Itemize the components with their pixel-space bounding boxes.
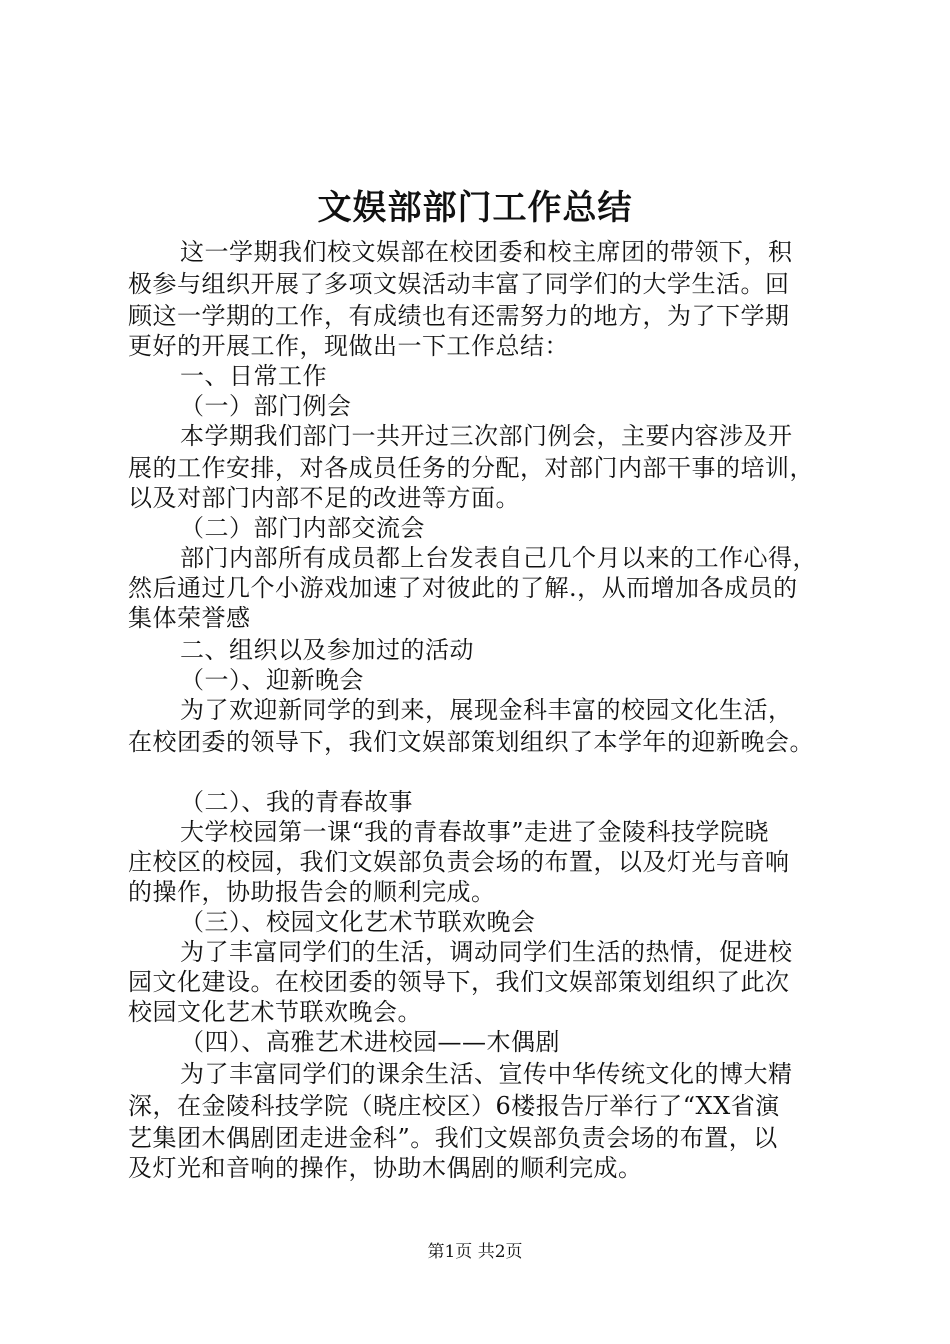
paragraph-line: 大学校园第一课“我的青春故事”走进了金陵科技学院晓 [180,818,770,846]
paragraph-line: 庄校区的校园，我们文娱部负责会场的布置，以及灯光与音响 [128,848,790,876]
paragraph-line: 集体荣誉感 [128,604,251,632]
subsection-heading: （二）部门内部交流会 [180,514,425,542]
paragraph-line: 部门内部所有成员都上台发表自己几个月以来的工作心得， [180,544,817,572]
subsection-heading: （一）、迎新晚会 [180,666,364,694]
subsection-heading: （一）部门例会 [180,392,352,420]
paragraph-line: 为了欢迎新同学的到来，展现金科丰富的校园文化生活， [180,696,793,724]
paragraph-line: 顾这一学期的工作，有成绩也有还需努力的地方，为了下学期 [128,302,790,330]
subsection-heading: （二）、我的青春故事 [180,788,413,816]
section-heading: 一、日常工作 [180,362,327,390]
subsection-heading: （三）、校园文化艺术节联欢晚会 [180,908,536,936]
paragraph-line: 为了丰富同学们的生活，调动同学们生活的热情，促进校 [180,938,793,966]
paragraph-line: 园文化建设。在校团委的领导下，我们文娱部策划组织了此次 [128,968,790,996]
section-heading: 二、组织以及参加过的活动 [180,636,474,664]
paragraph-line: 本学期我们部门一共开过三次部门例会，主要内容涉及开 [180,422,793,450]
paragraph-line: 然后通过几个小游戏加速了对彼此的了解.，从而增加各成员的 [128,574,798,602]
paragraph-line: 展的工作安排，对各成员任务的分配，对部门内部干事的培训， [128,454,814,482]
paragraph-line: 在校团委的领导下，我们文娱部策划组织了本学年的迎新晚会。 [128,728,814,756]
paragraph-line: 的操作，协助报告会的顺利完成。 [128,878,496,906]
paragraph-line: 为了丰富同学们的课余生活、宣传中华传统文化的博大精 [180,1060,793,1088]
subsection-heading: （四）、高雅艺术进校园——木偶剧 [180,1028,560,1056]
paragraph-line: 校园文化艺术节联欢晚会。 [128,998,422,1026]
paragraph-line: 深，在金陵科技学院（晓庄校区）6楼报告厅举行了“XX省演 [128,1092,780,1120]
document-title: 文娱部部门工作总结 [317,188,633,228]
paragraph-line: 这一学期我们校文娱部在校团委和校主席团的带领下，积 [180,238,793,266]
paragraph-line: 更好的开展工作，现做出一下工作总结： [128,332,569,360]
paragraph-line: 极参与组织开展了多项文娱活动丰富了同学们的大学生活。回 [128,270,790,298]
paragraph-line: 及灯光和音响的操作，协助木偶剧的顺利完成。 [128,1154,643,1182]
paragraph-line: 艺集团木偶剧团走进金科”。我们文娱部负责会场的布置，以 [128,1124,778,1152]
paragraph-line: 以及对部门内部不足的改进等方面。 [128,484,520,512]
page-number-footer: 第1页 共2页 [427,1242,523,1262]
